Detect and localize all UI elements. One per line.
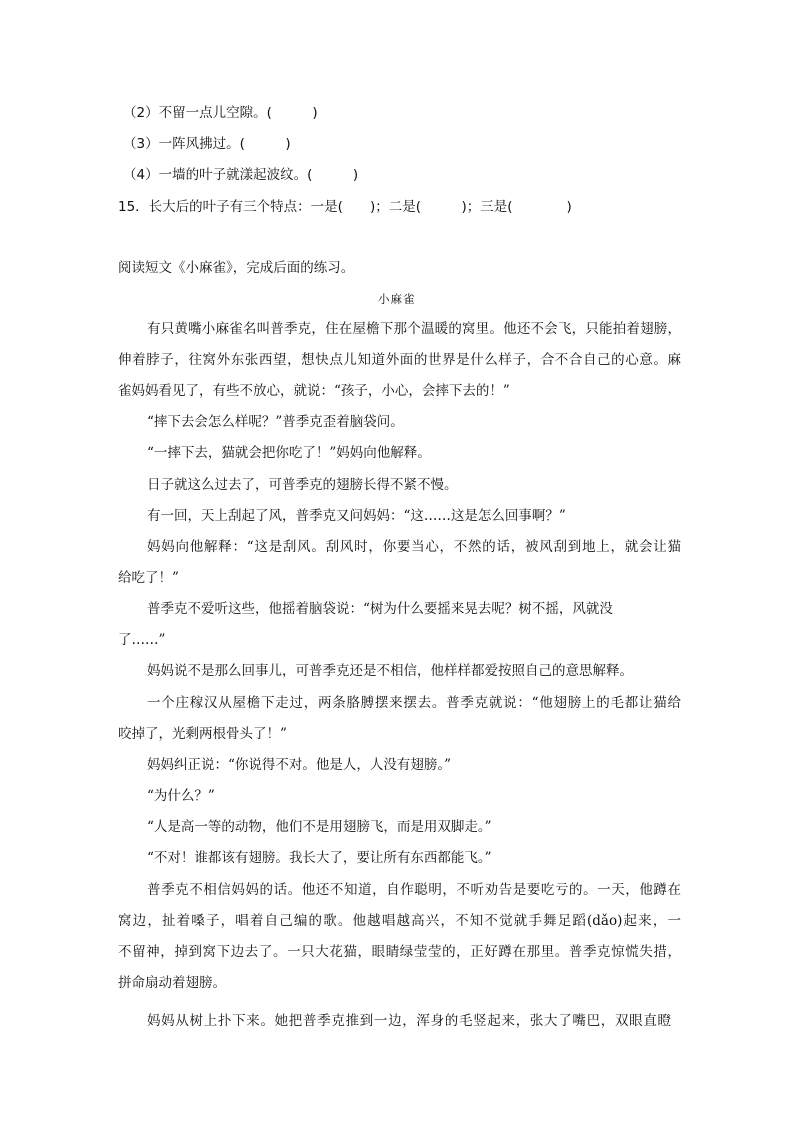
story-line-15: 妈妈纠正说：“你说得不对。他是人，人没有翅膀。” — [147, 757, 452, 773]
story-line-10: 普季克不爱听这些，他摇着脑袋说：“树为什么要摇来晃去呢？树不摇，风就没 — [147, 601, 613, 617]
story-line-13: 一个庄稼汉从屋檐下走过，两条胳膊摆来摆去。普季克就说：“他翅膀上的毛都让猫给 — [147, 695, 681, 711]
story-line-1: 有只黄嘴小麻雀名叫普季克，住在屋檐下那个温暖的窝里。他还不会飞，只能拍着翅膀， — [147, 321, 681, 337]
reading-instruction: 阅读短文《小麻雀》，完成后面的练习。 — [118, 260, 355, 276]
story-line-4: “摔下去会怎么样呢？”普季克歪着脑袋问。 — [147, 414, 404, 430]
story-line-9: 给吃了！” — [118, 570, 179, 586]
story-line-2: 伸着脖子，往窝外东张西望，想快点儿知道外面的世界是什么样子，合不合自己的心意。麻 — [118, 352, 681, 368]
question-15: 15．长大后的叶子有三个特点：一是( )；二是( )；三是( ) — [118, 199, 572, 215]
story-line-19: 普季克不相信妈妈的话。他还不知道，自作聪明，不听劝告是要吃亏的。一天，他蹲在 — [147, 882, 681, 898]
question-item-3: （3）一阵风拂过。( ) — [123, 136, 291, 152]
question-item-4: （4）一墙的叶子就漾起波纹。( ) — [123, 167, 359, 183]
story-line-6: 日子就这么过去了，可普季克的翅膀长得不紧不慢。 — [147, 477, 458, 493]
story-line-22: 拼命扇动着翅膀。 — [118, 975, 226, 991]
story-line-17: “人是高一等的动物，他们不是用翅膀飞，而是用双脚走。” — [147, 819, 492, 835]
story-title: 小麻雀 — [378, 292, 416, 306]
story-line-18: “不对！谁都该有翅膀。我长大了，要让所有东西都能飞。” — [147, 850, 492, 866]
story-line-23: 妈妈从树上扑下来。她把普季克推到一边，浑身的毛竖起来，张大了嘴巴，双眼直瞪 — [147, 1013, 671, 1029]
story-line-8: 妈妈向他解释：“这是刮风。刮风时，你要当心，不然的话，被风刮到地上，就会让猫 — [147, 539, 681, 555]
story-line-3: 雀妈妈看见了，有些不放心，就说：“孩子，小心，会摔下去的！” — [118, 383, 510, 399]
question-item-2: （2）不留一点儿空隙。( ) — [123, 105, 318, 121]
story-line-7: 有一回，天上刮起了风，普季克又问妈妈：“这……这是怎么回事啊？” — [147, 508, 566, 524]
story-line-11: 了……” — [118, 632, 166, 648]
story-line-5: “一摔下去，猫就会把你吃了！”妈妈向他解释。 — [147, 445, 431, 461]
story-line-16: “为什么？” — [147, 788, 215, 804]
story-line-20: 窝边，扯着嗓子，唱着自己编的歌。他越唱越高兴，不知不觉就手舞足蹈(dǎo)起来，一 — [118, 913, 681, 929]
story-line-12: 妈妈说不是那么回事儿，可普季克还是不相信，他样样都爱按照自己的意思解释。 — [147, 663, 633, 679]
story-line-14: 咬掉了，光剩两根骨头了！” — [118, 726, 287, 742]
story-line-21: 不留神，掉到窝下边去了。一只大花猫，眼睛绿莹莹的，正好蹲在那里。普季克惊慌失措， — [118, 944, 681, 960]
